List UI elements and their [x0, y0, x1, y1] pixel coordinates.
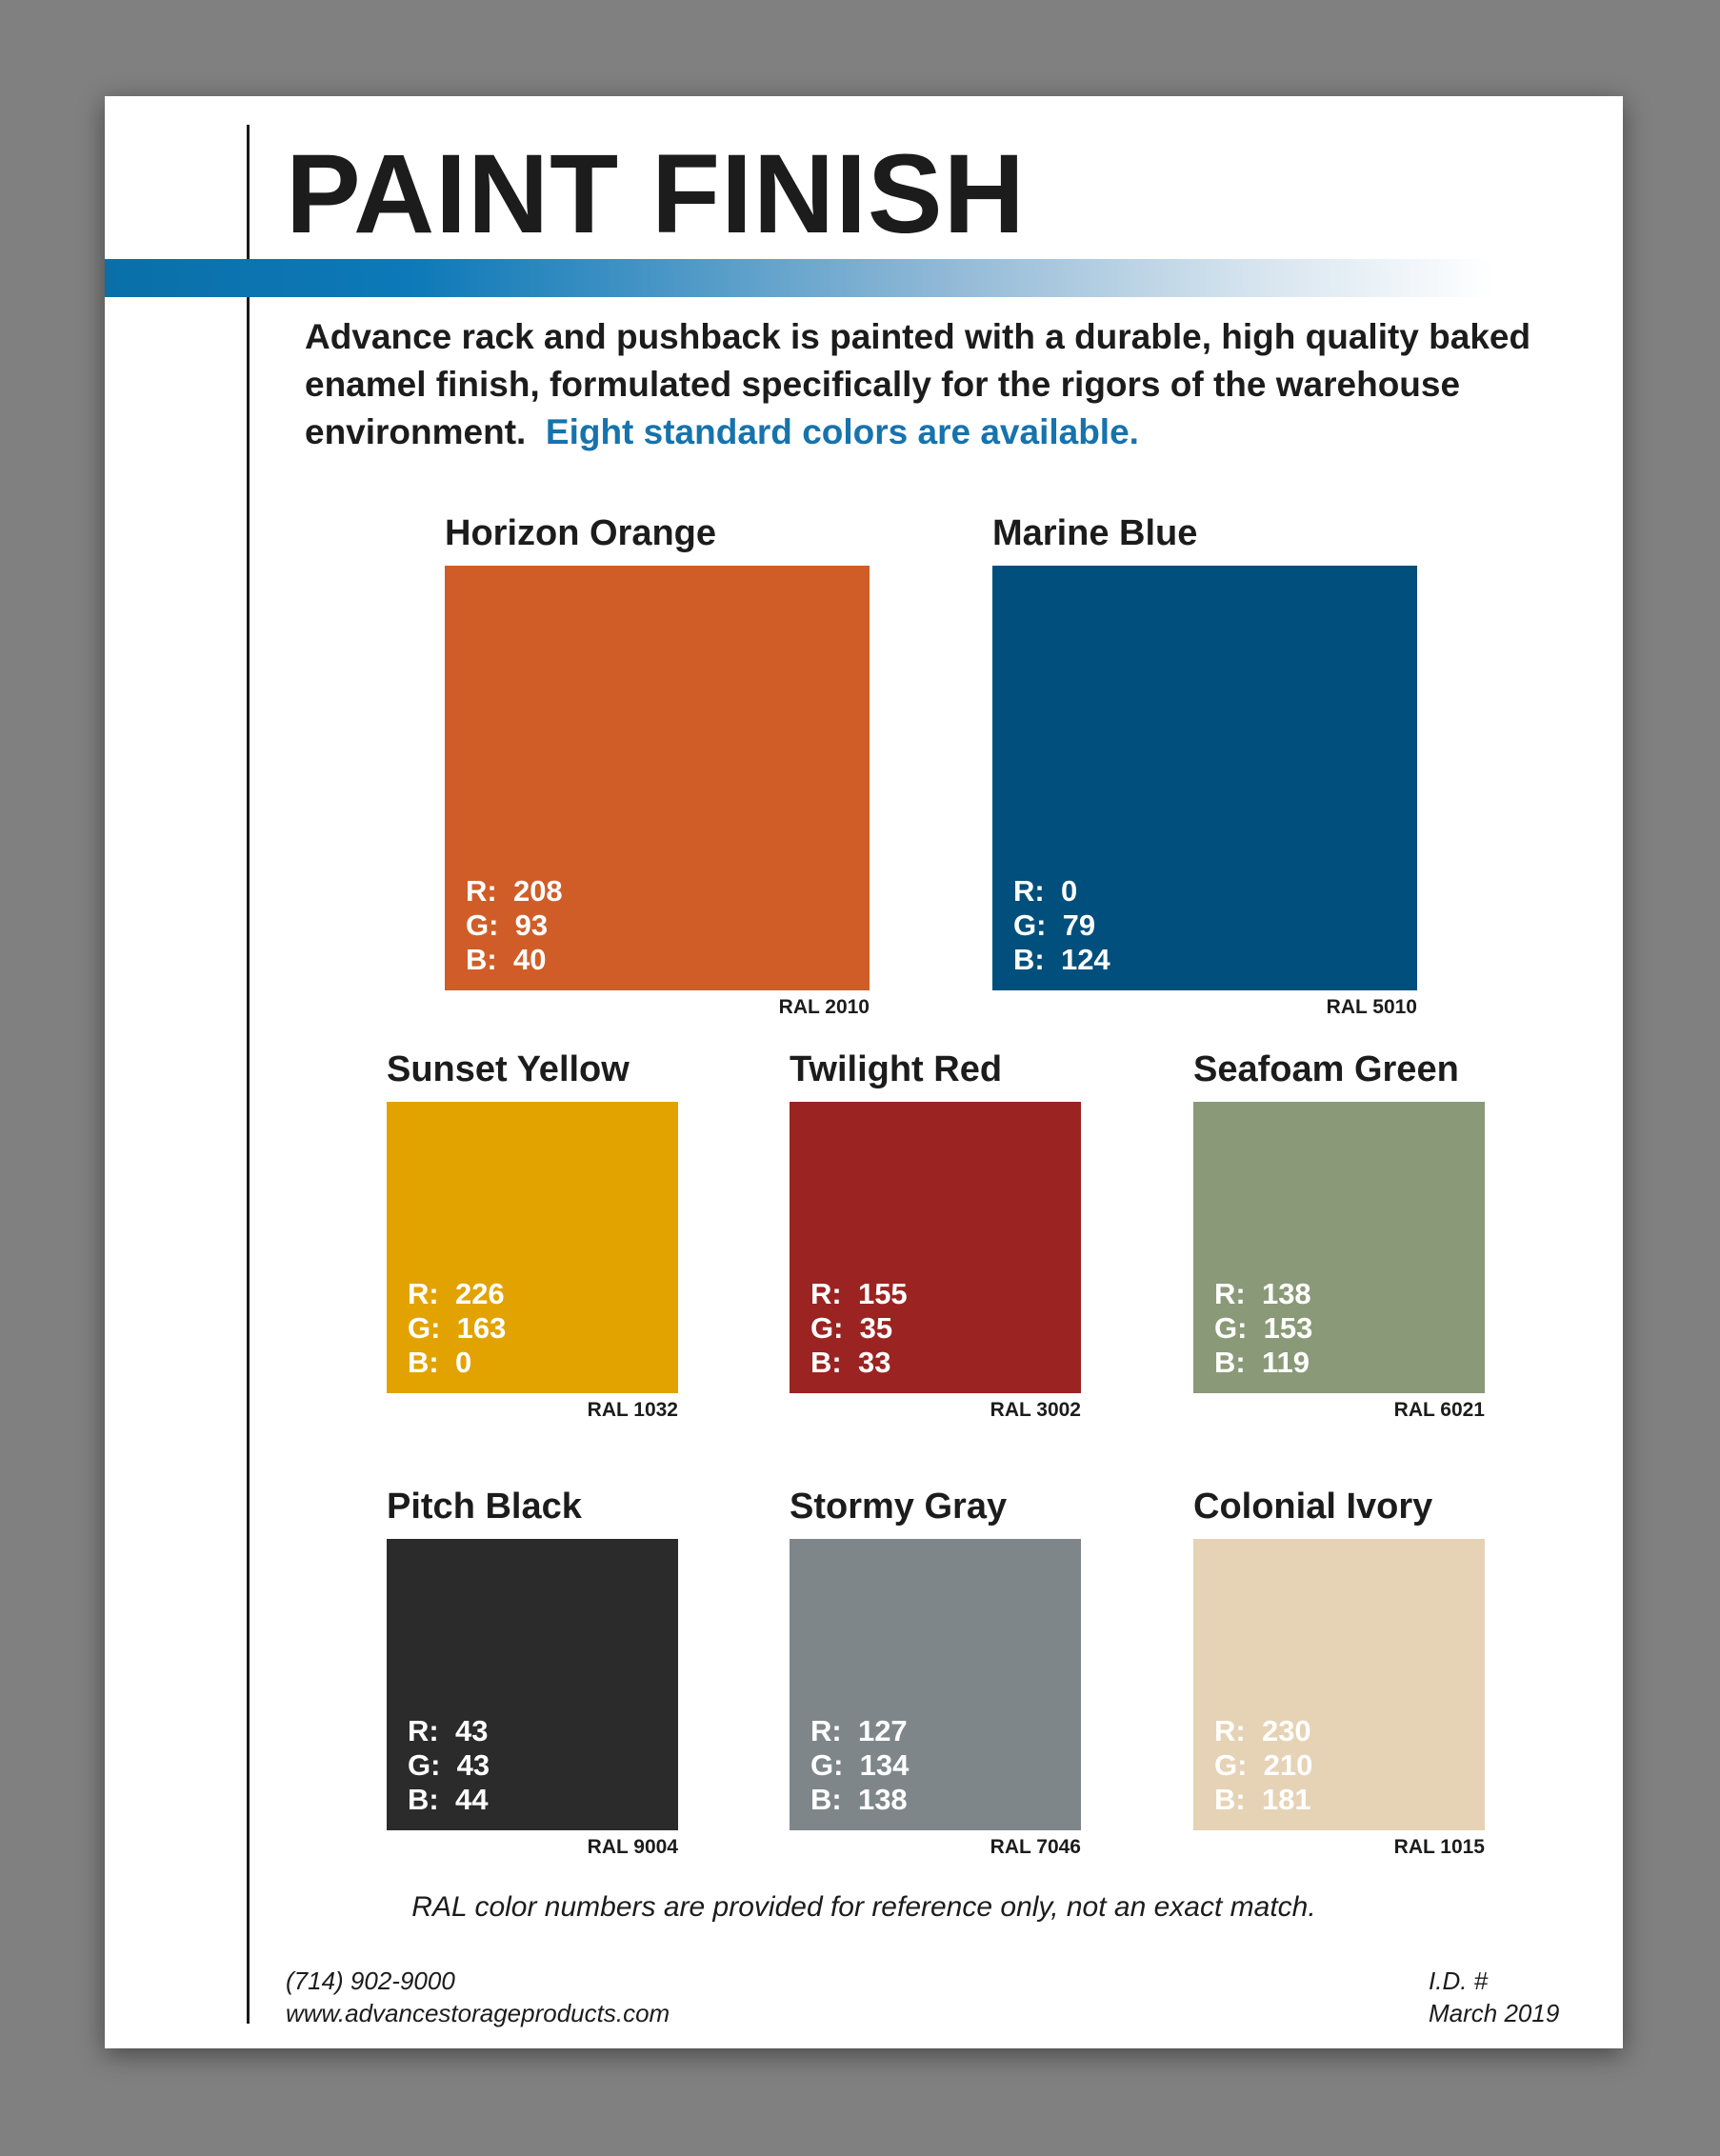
- publish-date: March 2019: [1429, 1999, 1560, 2027]
- rgb-values: [810, 1277, 908, 1380]
- color-name: Sunset Yellow: [387, 1049, 630, 1089]
- green-label: G:: [1214, 1748, 1248, 1782]
- green-value: 210: [1263, 1748, 1313, 1782]
- blue-value: 181: [1261, 1783, 1311, 1816]
- color-name: Seafoam Green: [1193, 1049, 1459, 1089]
- ral-code: RAL 7046: [990, 1836, 1081, 1858]
- red-label: R:: [810, 1714, 842, 1747]
- red-label: R:: [408, 1277, 439, 1310]
- blue-value: 33: [857, 1346, 891, 1379]
- blue-label: B:: [466, 943, 497, 976]
- id-label: I.D. #: [1429, 1966, 1489, 1995]
- green-value: 93: [514, 908, 549, 942]
- red-value: 138: [1261, 1277, 1311, 1310]
- blue-value-line: [810, 1783, 909, 1817]
- phone-number: (714) 902-9000: [286, 1966, 455, 1995]
- blue-label: B:: [408, 1346, 439, 1379]
- green-value-line: [408, 1311, 506, 1346]
- green-value: 35: [859, 1311, 893, 1345]
- color-swatch-pitch-black: [387, 1487, 678, 1858]
- ral-code: RAL 9004: [587, 1836, 678, 1858]
- red-value: 127: [857, 1714, 908, 1747]
- color-swatch-colonial-ivory: [1193, 1487, 1485, 1858]
- green-label: G:: [466, 908, 499, 942]
- green-value-line: [1013, 908, 1110, 943]
- blue-label: B:: [408, 1783, 439, 1816]
- green-label: G:: [810, 1748, 844, 1782]
- intro-paragraph: [305, 313, 1571, 456]
- green-label: G:: [1013, 908, 1047, 942]
- blue-label: B:: [810, 1783, 842, 1816]
- blue-value-line: [810, 1346, 908, 1380]
- blue-value-line: [1214, 1346, 1312, 1380]
- green-value-line: [408, 1748, 490, 1783]
- blue-label: B:: [1013, 943, 1045, 976]
- green-label: G:: [1214, 1311, 1248, 1345]
- green-label: G:: [810, 1311, 844, 1345]
- blue-value-line: [1013, 943, 1110, 977]
- contact-info: [286, 1965, 670, 2029]
- red-value-line: [1214, 1714, 1312, 1748]
- color-swatch-seafoam-green: [1193, 1049, 1485, 1421]
- blue-value: 0: [454, 1346, 472, 1379]
- document-meta: [1429, 1965, 1559, 2029]
- blue-gradient-band: [105, 259, 1495, 297]
- green-value-line: [1214, 1311, 1312, 1346]
- rgb-values: [1214, 1277, 1312, 1380]
- red-value-line: [810, 1277, 908, 1311]
- green-value: 79: [1062, 908, 1096, 942]
- ral-code: RAL 2010: [778, 996, 870, 1018]
- blue-value: 119: [1261, 1346, 1310, 1379]
- ral-code: RAL 1015: [1393, 1836, 1485, 1858]
- red-value: 155: [857, 1277, 908, 1310]
- ral-code: RAL 6021: [1393, 1399, 1485, 1421]
- document-page: [105, 96, 1623, 2048]
- page-title: PAINT FINISH: [286, 131, 1026, 257]
- red-value-line: [408, 1714, 490, 1748]
- blue-label: B:: [810, 1346, 842, 1379]
- blue-value: 40: [512, 943, 547, 976]
- red-value: 226: [454, 1277, 505, 1310]
- intro-text: Advance rack and pushback is painted with a durable, high quality baked enamel finish, formulated specifically for the rigors of the warehouse environment.: [305, 317, 1531, 451]
- red-value-line: [1013, 874, 1110, 908]
- blue-value-line: [466, 943, 563, 977]
- green-value: 43: [456, 1748, 490, 1782]
- green-value-line: [1214, 1748, 1312, 1783]
- ral-disclaimer: RAL color numbers are provided for reference only, not an exact match.: [411, 1891, 1316, 1923]
- color-swatch-horizon-orange: [445, 513, 870, 1018]
- blue-value-line: [1214, 1783, 1312, 1817]
- color-name: Marine Blue: [992, 513, 1198, 553]
- blue-label: B:: [1214, 1346, 1246, 1379]
- red-label: R:: [1214, 1714, 1246, 1747]
- rgb-values: [1214, 1714, 1312, 1817]
- red-value: 43: [454, 1714, 489, 1747]
- color-swatch-marine-blue: [992, 513, 1417, 1018]
- color-name: Pitch Black: [387, 1487, 582, 1527]
- red-label: R:: [466, 874, 497, 908]
- blue-value: 124: [1060, 943, 1110, 976]
- intro-highlight: Eight standard colors are available.: [545, 412, 1139, 451]
- green-label: G:: [408, 1311, 441, 1345]
- red-value-line: [408, 1277, 506, 1311]
- color-name: Horizon Orange: [445, 513, 717, 553]
- rgb-values: [408, 1714, 490, 1817]
- green-value: 163: [456, 1311, 507, 1345]
- red-value-line: [466, 874, 563, 908]
- color-name: Stormy Gray: [790, 1487, 1008, 1527]
- red-value-line: [1214, 1277, 1312, 1311]
- blue-value-line: [408, 1346, 506, 1380]
- vertical-rule: [247, 125, 250, 2024]
- website-link: www.advancestorageproducts.com: [286, 1999, 670, 2027]
- red-label: R:: [1214, 1277, 1246, 1310]
- blue-value: 44: [454, 1783, 489, 1816]
- color-name: Colonial Ivory: [1193, 1487, 1433, 1527]
- red-value: 208: [512, 874, 563, 908]
- green-value: 134: [859, 1748, 910, 1782]
- red-value-line: [810, 1714, 909, 1748]
- color-swatch-sunset-yellow: [387, 1049, 678, 1421]
- green-value: 153: [1263, 1311, 1313, 1345]
- red-value: 230: [1261, 1714, 1311, 1747]
- blue-value-line: [408, 1783, 490, 1817]
- color-swatch-stormy-gray: [790, 1487, 1081, 1858]
- green-value-line: [810, 1311, 908, 1346]
- blue-value: 138: [857, 1783, 908, 1816]
- rgb-values: [408, 1277, 506, 1380]
- green-label: G:: [408, 1748, 441, 1782]
- rgb-values: [810, 1714, 909, 1817]
- red-label: R:: [1013, 874, 1045, 908]
- green-value-line: [466, 908, 563, 943]
- ral-code: RAL 5010: [1326, 996, 1417, 1018]
- blue-label: B:: [1214, 1783, 1246, 1816]
- red-value: 0: [1060, 874, 1078, 908]
- color-name: Twilight Red: [790, 1049, 1003, 1089]
- rgb-values: [1013, 874, 1110, 977]
- green-value-line: [810, 1748, 909, 1783]
- ral-code: RAL 1032: [587, 1399, 678, 1421]
- ral-code: RAL 3002: [990, 1399, 1081, 1421]
- red-label: R:: [810, 1277, 842, 1310]
- rgb-values: [466, 874, 563, 977]
- color-swatch-twilight-red: [790, 1049, 1081, 1421]
- red-label: R:: [408, 1714, 439, 1747]
